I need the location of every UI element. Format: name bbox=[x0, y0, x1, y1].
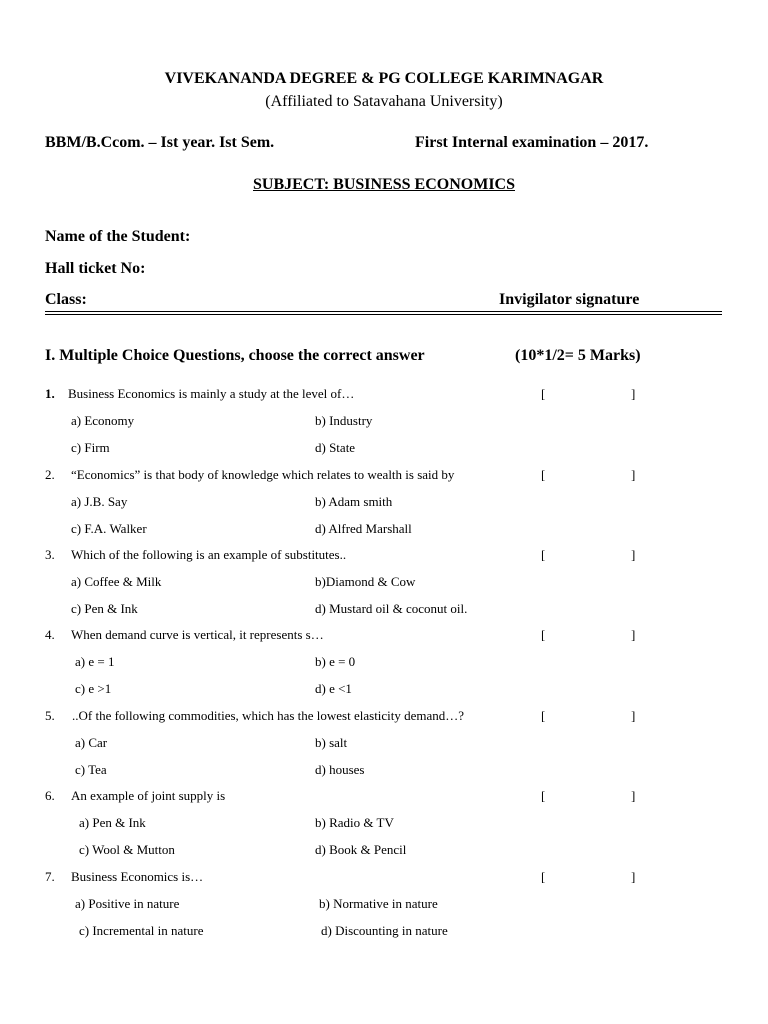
option-d: d) e <1 bbox=[315, 681, 352, 696]
question-number: 3. bbox=[45, 547, 55, 562]
option-a: a) Positive in nature bbox=[75, 896, 180, 911]
option-a: a) e = 1 bbox=[75, 654, 115, 669]
question-text: Business Economics is mainly a study at the level of… bbox=[68, 386, 355, 401]
answer-bracket-open: [ bbox=[541, 708, 546, 723]
option-d: d) Discounting in nature bbox=[321, 923, 448, 938]
answer-bracket-open: [ bbox=[541, 627, 546, 642]
answer-bracket-open: [ bbox=[541, 869, 546, 884]
option-c: c) Firm bbox=[71, 440, 110, 455]
question-number: 5. bbox=[45, 708, 55, 723]
option-b: b) Radio & TV bbox=[315, 815, 394, 830]
option-c: c) e >1 bbox=[75, 681, 112, 696]
option-b: b) e = 0 bbox=[315, 654, 356, 669]
student-name-label: Name of the Student: bbox=[45, 228, 191, 245]
option-a: a) Pen & Ink bbox=[79, 815, 146, 830]
option-d: d) Book & Pencil bbox=[315, 842, 407, 857]
answer-bracket-open: [ bbox=[541, 386, 546, 401]
option-a: a) Car bbox=[75, 735, 108, 750]
divider-rule-bottom bbox=[45, 314, 722, 315]
option-b: b) Industry bbox=[315, 413, 373, 428]
answer-bracket-close: ] bbox=[631, 386, 636, 401]
answer-bracket-close: ] bbox=[631, 788, 636, 803]
option-c: c) Pen & Ink bbox=[71, 601, 138, 616]
question-number: 6. bbox=[45, 788, 55, 803]
option-d: d) Alfred Marshall bbox=[315, 521, 412, 536]
section-marks: (10*1/2= 5 Marks) bbox=[515, 347, 641, 364]
answer-bracket-close: ] bbox=[631, 708, 636, 723]
question-text: Business Economics is… bbox=[71, 869, 204, 884]
answer-bracket-close: ] bbox=[631, 547, 636, 562]
answer-bracket-open: [ bbox=[541, 467, 546, 482]
option-a: a) Economy bbox=[71, 413, 135, 428]
option-b: b)Diamond & Cow bbox=[315, 574, 416, 589]
option-c: c) Wool & Mutton bbox=[79, 842, 175, 857]
option-b: b) salt bbox=[315, 735, 348, 750]
answer-bracket-close: ] bbox=[631, 467, 636, 482]
question-text: ..Of the following commodities, which has the lowest elasticity demand…? bbox=[72, 708, 465, 723]
option-c: c) Incremental in nature bbox=[79, 923, 204, 938]
subject-line bbox=[0, 176, 768, 194]
option-a: a) Coffee & Milk bbox=[71, 574, 162, 589]
divider-rule-top bbox=[45, 311, 722, 312]
course-line: BBM/B.Ccom. – Ist year. Ist Sem. bbox=[45, 134, 275, 151]
section-title: I. Multiple Choice Questions, choose the correct answer bbox=[45, 347, 425, 364]
answer-bracket-close: ] bbox=[631, 869, 636, 884]
question-text: When demand curve is vertical, it represents s… bbox=[71, 627, 324, 642]
answer-bracket-close: ] bbox=[631, 627, 636, 642]
class-label: Class: bbox=[45, 291, 87, 308]
option-b: b) Normative in nature bbox=[319, 896, 438, 911]
invigilator-signature-label: Invigilator signature bbox=[499, 291, 640, 308]
option-d: d) houses bbox=[315, 762, 365, 777]
answer-bracket-open: [ bbox=[541, 788, 546, 803]
affiliation-line: (Affiliated to Satavahana University) bbox=[265, 93, 503, 110]
question-text: Which of the following is an example of substitutes.. bbox=[71, 547, 347, 562]
option-a: a) J.B. Say bbox=[71, 494, 128, 509]
option-c: c) Tea bbox=[75, 762, 107, 777]
college-title: VIVEKANANDA DEGREE & PG COLLEGE KARIMNAGAR bbox=[164, 70, 604, 87]
question-text: An example of joint supply is bbox=[71, 788, 226, 803]
question-number: 7. bbox=[45, 869, 55, 884]
question-number: 4. bbox=[45, 627, 55, 642]
exam-line: First Internal examination – 2017. bbox=[415, 134, 649, 151]
option-c: c) F.A. Walker bbox=[71, 521, 147, 536]
question-number: 2. bbox=[45, 467, 55, 482]
question-text: “Economics” is that body of knowledge which relates to wealth is said by bbox=[71, 467, 455, 482]
hall-ticket-label: Hall ticket No: bbox=[45, 260, 146, 277]
question-number: 1. bbox=[45, 386, 55, 401]
option-d: d) Mustard oil & coconut oil. bbox=[315, 601, 468, 616]
option-d: d) State bbox=[315, 440, 356, 455]
subject-text: SUBJECT: BUSINESS ECONOMICS bbox=[253, 176, 515, 193]
answer-bracket-open: [ bbox=[541, 547, 546, 562]
option-b: b) Adam smith bbox=[315, 494, 393, 509]
